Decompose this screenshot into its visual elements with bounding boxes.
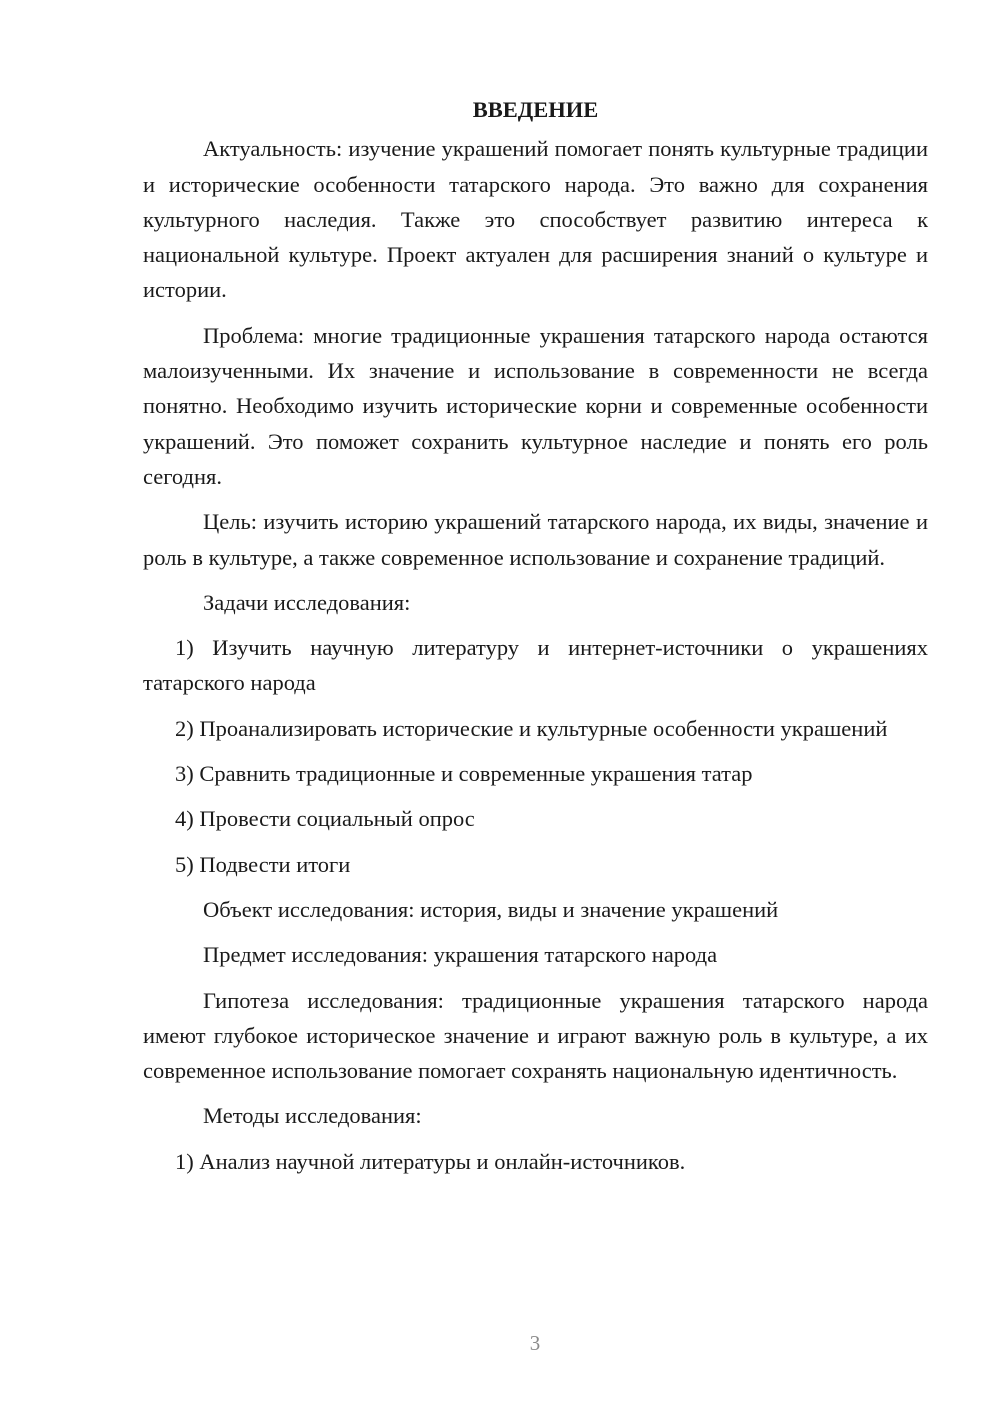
subject-paragraph: Предмет исследования: украшения татарского народа bbox=[203, 942, 718, 968]
task-item-3: 3) Сравнить традиционные и современные украшения татар bbox=[175, 761, 753, 787]
task-item-4: 4) Провести социальный опрос bbox=[175, 806, 475, 832]
goal-paragraph: Цель: изучить историю украшений татарского народа, их виды, значение и роль в культуре, а также современное использование и сохранение традиций. bbox=[143, 509, 928, 570]
section-heading: ВВЕДЕНИЕ bbox=[472, 97, 599, 122]
object-paragraph: Объект исследования: история, виды и значение украшений bbox=[203, 896, 779, 922]
task-item-5: 5) Подвести итоги bbox=[175, 851, 351, 877]
page-number: 3 bbox=[529, 1331, 541, 1355]
task-item-1: 1) Изучить научную литературу и интернет-источники о украшениях татарского народа bbox=[143, 635, 928, 696]
problem-paragraph: Проблема: многие традиционные украшения татарского народа остаются малоизученными. Их значение и использование в современности не всегда понятно. Необходимо изучить исторические корни и современные особенности украшений. Это поможет сохранить культурное наследие и понять его роль сегодня. bbox=[143, 322, 928, 489]
relevance-paragraph: Актуальность: изучение украшений помогает понять культурные традиции и исторические особенности татарского народа. Это важно для сохранения культурного наследия. Также это способствует развитию интереса к национальной культуре. Проект актуален для расширения знаний о культуре и истории. bbox=[143, 136, 928, 303]
methods-title: Методы исследования: bbox=[203, 1103, 422, 1129]
hypothesis-paragraph: Гипотеза исследования: традиционные украшения татарского народа имеют глубокое историческое значение и играют важную роль в культуре, а их современное использование помогает сохранять национальную идентичность. bbox=[143, 987, 928, 1084]
tasks-title: Задачи исследования: bbox=[203, 589, 411, 615]
page-content bbox=[143, 92, 928, 1189]
method-item-1: 1) Анализ научной литературы и онлайн-источников. bbox=[175, 1148, 686, 1174]
task-item-2: 2) Проанализировать исторические и культурные особенности украшений bbox=[175, 715, 888, 741]
